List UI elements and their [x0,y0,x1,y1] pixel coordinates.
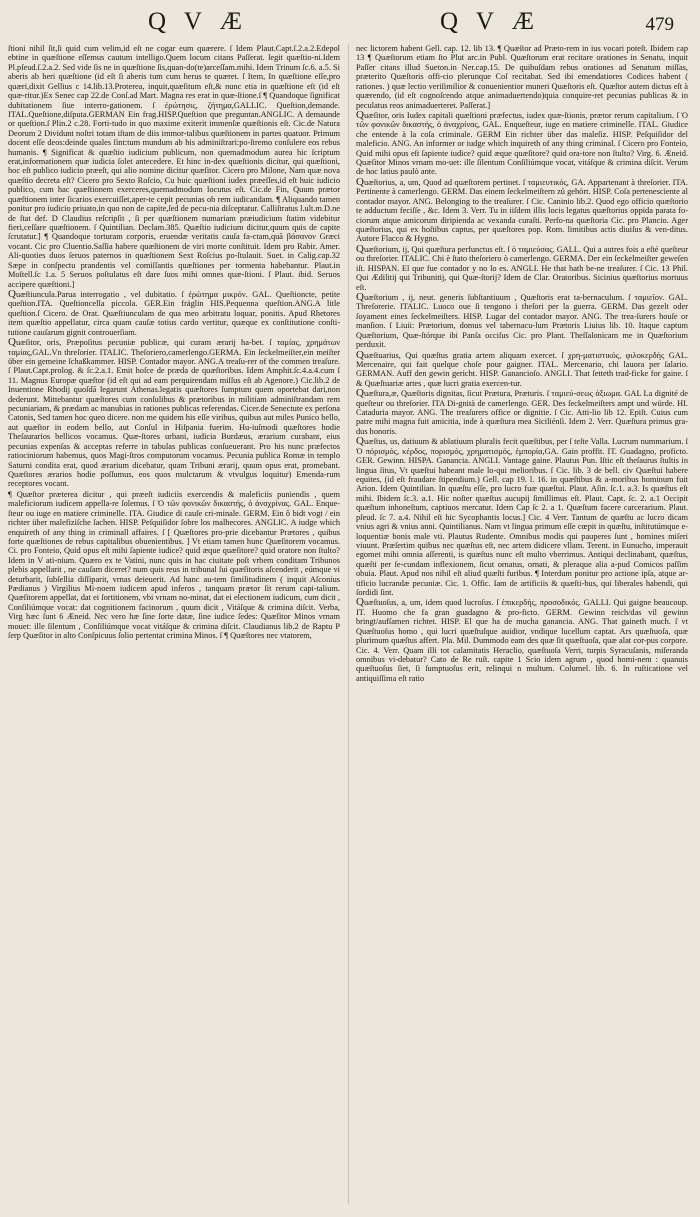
entry-paragraph: ſtioni nihil ſit,ſi quid cum velim,id eſt ne cogar eum quærere. ſ Idem Plaut.Capt.ſ.2.a.2.Edepol ebtine in quæſtione eſſemus cautum intelligo.Quem locum citans Paſſerat. legit quæſtio-ni.Idem Pl.pſeud.ſ.2.a.2. Sed vide ſis ne in quæſtione ſis,quan-do(te)arceſſam.mihi. Idem Trinum ſc.6. a.5. Si aberis ab heri quæſtione (id eſt ſi aberis tum cum herus te quæret. ſ Item, In quæſtione eſſe,pro quæri,dixit Gellius c 14.lib.13.Proterea, inquit,quæſitum eſt,& nunc etia in quæſtione eſt (id eſt quæ-ritur.)Ex Senec cap 22.de Conſ.ad Mart. Magna res erat in quæ-ſtione.ſ ¶ Quandoque ſignificat dubitationem ſiue interro-gationem. ſ ἐρώτησις, ζήτημα,GALLIC. Queſtion,demande. ITAL.Queſtione,diſputa.GERMAN Ein frag.HISP.Queſtion que preguntan.ANGLIC. A demaunde or queſtion.ſ Plin.2 c.28. Forti-tudo in quo maxime exiterit immenſæ quæſtionis eſt. Cic.de Natura Deorum 2 Dividunt noſtri totam iſtam de diis immor-talibus quæſtionem in partes quatuor. Primum docent eſſe deos:deinde quales ſint:tum mundum ab his adminiſtrari:po-ſtremo conſulere eos rebus humanis. ¶ Significat & quæſtio iudicium publicum, non quemadmodum aurea hic ſcriptum erat,informationem quæ iudicia ſolet antecedere. Et hinc in-dex quæſtionis dicitur, qui quæſtioni, hoc eſt publico iudicio præeſt, qui alio nomine dicitur quæſitor. Cicero pro Milone, Nam quæ nova quæſtio decreta eſt? Cicero pro Sexto Roſcio, Cu huic quæſtioni iudex præeſſes,id eſt huic iudicio publico, cum hac quæſtionem exerceres,quemadmodum locutus eſt. Cic.de Fin, Quum prætor quæſtionem inter ſicarios exercuiſſet,aper-te cepit pecunias ob rem iudicandam. ¶ Aliquando tamen ponitur pro iudicio priuato,in quo non de capite,ſed de pecu-nia diſceptatur. Calliſtratus l.ult.m.D.ne de ſtat def. D Claudius reſcripſit , ſi per quæſtionem numariam præiudicium ſtatim videbitur fieri,ceſſare quæſtionem. ſ Quintilian. Declam.385. Quæſtio iudicium dicitur,quum quis de capite ſcrutatur.] ¶ Quandoque torturam corporis, eruendæ veritatis cauſa fa-ctam,quā βάσανον Græci vocant. Cic pro Cluentio.Saſſia habere quæſtionem de viri morte conſtituit. Idem pro Rabir. Amer. Ali-quoties duos ſeruos paternos in quæſtionem Sext Roſcius po-ſtulauit. Suet. in Calig.cap.32 Sæpe in conſpectu prandentis vel comiſſantis quæſtiones per tormenta habebantur. Plaut.in Moſtell.ſc 1.a. 5 Seruos poſtulatus eſt dare ſuos mihi omnes quæ-ſtioni. ſ Plaut. ibid. Seruos accipere quæſtioni.] [8,44,340,289]
running-header [0,8,700,44]
entry-paragraph: Quæſtuarius, Qui quæſtus gratia artem aliquam exercet. ſ χρη-ματιστικός, φιλοκερδής GAL. Mercenaire, qui fait quelque choſe pour gaigner. ITAL. Mercenario, chi lauora per ſalario. GERMAN. Auff den gewin gericht. HISP. Ganancioſo. ANGLI. That ſetteth trad-ficke for gaine. ſ & Quæſtuariæ artes , quæ lucri gratia exercen-tur. [356,348,688,388]
entry-paragraph: Quæſtuoſus, a, um, idem quod lucroſus. ſ ἐπικερδής, προσοδικός. GALLI. Qui gaigne beaucoup. IT. Huomo che fa gran guadagno & pro-ficto. GERM. Gewinn reich/das vil gewinn bringt/aufſamen richtet. HISP. El que ha de mucha ganancia. ANG. That gaineth much. ſ vt Quæſtuoſus homo , qui lucri quæſtuſque auidior, vndique lucellum captat. Ars quæſtuoſa, quæ plurimum quæſtus affert. Pla. Mil. Dummodo eam des quæ ſit quæſtuoſa, quæ alat cor-pus corpore. Cic. 4. Verr. Quam illi tot calamitatis Heraclio, quæſtuoſa Verri, turpis Syracuſanis, miſeranda omnibus vi-debatur? Cato de Re ruſt. capite 1 Scio idem agrum , quod homi-nem : quanuis quæſtuoſus ſiet, ſi ſumptuoſus erit, relinqui n multum. Columel. lib. 6. In ruſticatione vel antiquiſſima eſt ratio [356,596,688,683]
header-left-title: Q V Æ [148,8,248,35]
entry-paragraph: Quæſtura,æ, Quæſtoris dignitas, ſicut Prætura, Præturis. ſ ταμιεύ-σεως ἀξιωμα. GAL La dignité de queſteur ou threſorier. ITA Di-gnità de camerlengo. GER. Des ſeckelmeiſters ampt und würde. HI. Cataduria mayor. ANG. The treaſurers office or dignitie. ſ Cic. Atti-lio lib 12. Epiſt. Cuius cum patre mihi magna fuit amicitia, inde à quæſtura mea Siciliénſi. Idem 2. Verr. Quæſtura primus gra-dus honoris. [356,387,688,436]
left-column [8,44,340,1204]
entry-paragraph: Quæſitor, oris, Præpoſitus pecuniæ publicæ, qui curam ærarij ha-bet. ſ ταμίας, χρημάτων ταμίας,GAL.Vn threſorier. ITALIC. Theſoriero,camerlengo.GERMA. Ein ſeckelmeiſter,ein meiſter über ein gemeine ſchaßkammer. HISP. Contador mayor. ANG.A treaſu-rer of the commen treaſure. ſ Plaut.Capt.prolog. & ſc.2.a.1. Emit hoſce de præda de quæſtoribus. Idem Amphit.ſc.4.a.4.cum ſ 11. Magnus Europæ quæſtor (id eſt qui ad eam perquirendam miſſus eſt ab Agenore.) Cic.lib.2 de Inuentione Rhodij quoſdā legarunt Athenas.legatis quæſtores ſumptum quem oportebat dari,non dederunt. Mittebantur quæſtores cum conſulibus & prætoribus in militiam adminiſtrandam rem pecuniariam, & prædam ac manubias in rationes publicas referendas. Cicer.de Senectute ex perſona Catonis, Sed tamen hoc queo dicere. non me quidem his eſſe viribus, quibus aut miles Punico bello, aut quæſtor in eodem bello, aut Conſul in Hiſpania fuerim. Hu-iuſmodi quæſtores hodie Theſaurarios bellicos vocamus. Quæ-ſtores urbani, iudicia Burdæus, ærarium curabant, eius pecunias expenſas & acceptas referre in tabulas publicas conſueuerant. Pro his nunc præfectos ratiociniorum habemus, quos Magi-ſtros computorum vocamus. Pecunia publica Romæ in templo Saturni condita erat, quod ærarium dicebatur, quam Tribuni ærarij, quum opus erat, promebant. Quæſtores ærarios hodie poſſumus, eos quos mulctarum & vtvulgus loquitur) Emenda-rum receptores vocant. [8,336,340,489]
entry-paragraph: ¶ Quæſtor præterea dicitur , qui præeſt iudiciis exercendis & maleficiis puniendis , quem maleficiorum iudicem appella-re ſolemus. ſ Ὁ τῶν φονικῶν δικαστής, ὁ ἀναχρίνας. GAL. Enque-ſteur ou iuge en matiere criminelle. ITA. Giudice di cauſe cri-minale. GERM. Ein ô bidt vogt / ein richter über malefiziſche ſachen. HISP. Peſquiſidor ſobre los malhecores. ANGLIC. A iudge which enquireth of any thing in criminall affaires. ſ [ Quæſtores pro-prie dicebantur Prætores , quibus forte quæſtiones de rebus capitalibus obuenientibus. ] Vt etiam tamen hunc Quæſitorem vocamus. Ci. pro Fonteio, Quid opus eſt mihi ſapiente iudice? quid æque quæſitore? quid oratore non ſtulto? Idem in V ati-nium. Quæro ex te Vatini, nunc quis in hac ciuitate poſt vrbem conditam Tribunos plebis appellarit , ne cauſam diceret? num quis reus in tribunal ſui quæſitoris aſcenderit , eúmque vi deturbarit, ſubſellia diſſiparit, vrnas deieuerit. Ad hanc au-tem ſimilitudinem ( inquit Aſconius Pædianus ) Virgilius Mi-noem iudicem apud inferos , tanquam prætor ſit rerum capi-talium. Quæſitorem appellat, dat ei ſortitionem, vbi vrnam no-minat, dat ei electionem iudicum, cum dicit , Conſiliúmque vocat: dat cognitionem facinorum , quum dicit , Vitáſque & crimina diſcit. Verba, Virg hæc ſunt 6 Æneid. Nec vero hæ ſine ſorte datæ, ſine iudice ſedes: Quæſitor Minos vrnam mouet: ille ſilentum , Conſiliúmque vocat vitáſque & crimina diſcit. Claudianus lib.2 de Raptu P ſerp Quæſitor in alto Conſpicuus ſolio pertentat crimina Minos. ſ ¶ Quæſtores nec vtatorem, [8,489,340,641]
entry-paragraph: Quæſtorius, a, um, Quod ad quæſtorem pertinet. ſ ταμιευτικός, GA. Appartenant à threſorier. ITA. Pertinente à camerlengo. GERM. Das einem ſeckelmeiſtern zů gehört. HISP. Coſa pertenesciente al contador mayor. ANG. Belonging to the treaſurer. ſ Cic. Caninio lib.2. Quod ego officio quæſtorio te adductum feciſſe , &c. Idem 3. Verr. Tu in iiſdem illis locis legatus quæſtorius oppida parata fo-ciorum atque amicorum diripienda ac vexanda curaſti. Perfo-na quæſtoria Cic. pro Plancio. Ager quæſtorius, qui ex hoſtibus captus, per quæſtores pop. Rom. limitibus actis diuiſus & ven-ditus. Autore Flacco & Hygno. [356,175,688,244]
entry-paragraph: Quæſtorium, ij, Qui quæſtura perfunctus eſt. ſ ὁ ταμιεύσας. GALL. Qui a autres fois a eſté queſteur ou threſorier. ITALIC. Chi è ſtato theſoriero ò camerlengo. GERMA. Der ein ſeckelmeiſter geweſen iſt. HISPAN. El que fue contador y no lo es. ANGLI. He that hath be-ne treaſurer. ſ Cic. 13 Phil. Qui Ædilitij qui Tribunitij, qui Quæ-ſtorij? Idem de Clar. Oratoribus. Sicinius quæſtorius mortuus eſt. [356,242,688,292]
column-divider [348,44,349,1204]
right-column [356,44,688,1204]
entry-paragraph: Quæſtorium , ij, neut. generis ſubſtantiuum , Quæſtoris erat ta-bernaculum. ſ ταμιεῖον. GAL. Threſorerie. ITALIC. Luoco oue ſi tengono i theſori per la guerra. GERM. Das gezelt oder ſoyament eines ſeckelmeiſters. HISP. Lugar del contador mayor. ANG. The trea-ſurers houſe or manſion. ſ Liuii: Prætorium, domus vel tabernacu-lum Prætoris Liuius lib. 10. Itaque captum Quæſtorium, Quæ-ſtórque ibi Panſa occiſus Cic. pro Plant. Theſſalonicam me in Quæſtorium perduxit. [356,290,688,350]
entry-paragraph: Quæſitor, oris Iudex capitali quæſtioni præfectus, iudex quæ-ſtionis, prætor rerum capitalium. ſ Ὁ τῶν φονικῶν δικαστής, ὁ ἀναχρίνας, GAL. Enqueſteur, iuge en matiere criminelle. ITAL. Giudice che entende à la coſa criminale. GERM Ein richter über das maleſiz. HISP. Peſquiſidor del maleficio. ANG. An informer or iudge which inquireth of any thing criminal. ſ Cicero pro Fonteio, Quid mihi opus eſt ſapiente iudice? quid æque quæſitore? quid ora-tore non ſtulto? Virg. 6. Æneid. Quæſitor Minos vrnam mo-uet: ille ſilentum Conſiliúmque vocat, vitáſque & crimina diſcit. Verum de hoc latius paulò ante. [356,108,688,177]
page-number: 479 [645,14,674,35]
header-right-title: Q V Æ [440,8,540,35]
entry-paragraph: nec lictorem habent Gell. cap. 12. lib 13. ¶ Quæſtor ad Præto-rem in ius vocari poteſt. Ibidem cap 13 ¶ Quæſtorum etiam ſto Plut arc.in Publ. Quæſtorum erat recitare orationes in Senatu, inquit Paſſer citans illud Sueton.in Ner.cap.15. De quibuſdam rebus orationes ad Senatum miſſas, præterito Quæſtoris offi-cio plerunque Coſ recitabat. Sed ibi emendatiores Codices habent ( rationes. ) quæ lectio veriſimilior & conuenientior muneri Quæſtoris eſt. Quæſtor autem dictus eſt à quærendo, (id eſt cognoſcendo atque animaduertendo)quia conquire-ret pecunias publicas & in peculatus reos animaduerteret. Paſſerat.] [356,44,688,110]
entry-paragraph: Quæſtiuncula.Parua interrogatio , vel dubitatio. ſ ἐρώτημα μικρόν. GAL. Queſtioncte, petite queſtion.ITA. Queſtioncella piccola. GER.Ein fräglin HIS.Pequenna queſtion.ANG.A litle queſtion.ſ Cicero. de Orat. Quæſtiunculam de qua meo arbitratu loquar, ponitis. Apud Rhetores item quæſtio appellatur, circa quam cauſæ totius cardo vertitur, quæque ex conſtitutione conſti-tutione cauſarum gignit controuerſiam. [8,287,340,337]
entry-paragraph: Quæſtus, us, datiuum & ablatiuum pluralis fecit quæſtibus, per ſ teſte Valla. Lucrum nummarium. ſ Ὁ πόρισμός, κέρδος, πορισμός, χρηματισμός, ἐμπορία,GA. Gain proffit. IT. Guadagno, proficto. GER. Gewinn. HISPA. Ganancia. ANGLI. Vantage gaine. Plautus Pun. Iſtic eſt theſaurus ſtultis in lingua ſitus, Vt quæſtui habeant male lo-qui melioribus. ſ Cic. lib. 3 de bell. civ Quæſtui habere equites, (id eſt fraudare ſtipendium.) Gell. cap 19. l. 16. in quæſtibus & a-moribus hominum fuit Arion. Idem Quintilian. In quæſtu eſſe, pro lucro fuæ quæſtui. Plaut. Aſin. ſc.1. a.3. Is quæſtus eſt mihi. Ibidem ſc.3. a.1. Hic noſter quæſtus aucupij ſimillimus eſt. Plaut. Capt. ſc. 2. a.1 Occipit quæſtum inhoneſtum, captiuos mercatur. Idem Cap ſc 2. a 1. Quæſtum facere carcerarium. Plaut. pſeud. ſc 7. a.4. Nihil eſt hic Sycophantis locus.] Cic. 4 Verr. Tantum de quæſtu ac lucro dicam vnius agri & vnius anni. Quintilianus. Nam vt lingua primum eſſe cœpit in quæſtu, inſtitutúmque e-loquentiæ bonis male vti. Plautus Rudente. Omnibus modis qui pauperes ſunt , homines miſeri viuunt. Præſertim quibus nec quæſtus eſt, nec artem didicere vllam. Terent. in Eunucho, imperauit egomet mihi omnia aſſerenti, is quæſtus nunc eſt multo vberrimus. Antiqui declinabant, quæſtus, quæſti per ſe-cundam inflexionem, ſicut ornatus, ornati, & pleraque alia a-pud Comicos paſſim obuia. Plaut. Apud nos nihil eſt aliud quæſti furibus. ¶ Interdum ponitur pro actione ipſa, atque ar-tificio lucrandæ pecuniæ. Cic. 1. Offic. Iam de artificiis & quæſti-bus, qui liberales habendi, qui ſordidi ſint. [356,435,688,598]
